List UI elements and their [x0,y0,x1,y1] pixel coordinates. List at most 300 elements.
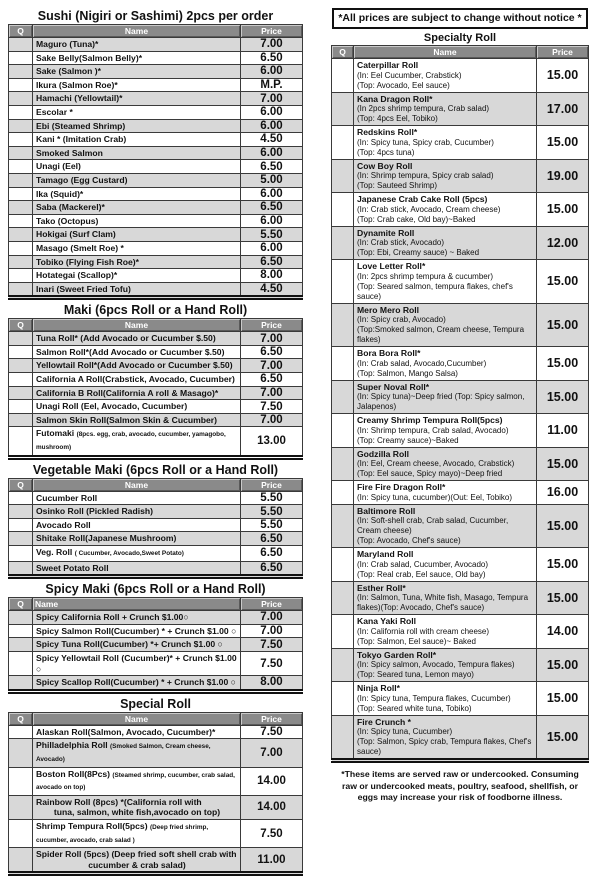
item-name-cell [33,269,241,283]
item-name: Smoked Salmon [36,147,103,158]
quantity-cell [9,638,33,652]
quantity-cell [332,380,354,414]
menu-item-row [332,414,589,448]
quantity-cell [332,414,354,448]
item-price: 5.00 [241,173,303,187]
item-description: (In: Crab stick, Avocado, Cream cheese) [357,204,501,214]
item-price: 11.00 [241,848,303,874]
item-price: 13.00 [241,427,303,457]
price-column-header: Price [537,46,589,59]
item-price: 14.00 [241,767,303,795]
menu-section-title: Sushi (Nigiri or Sashimi) 2pcs per order [37,9,274,23]
table-header-row [9,712,303,725]
item-price: 15.00 [537,260,589,304]
table-header-row [332,46,589,59]
menu-section [8,9,303,300]
item-description: (Top:Smoked salmon, Cream cheese, Tempura flakes) [357,325,525,344]
menu-item-row [332,581,589,615]
menu-section [8,697,303,876]
quantity-cell [9,725,33,739]
menu-item-row [9,359,303,373]
item-name-cell [33,228,241,242]
item-name: Hamachi (Yellowtail)* [36,93,123,104]
item-price: 7.00 [241,92,303,106]
quantity-cell [9,269,33,283]
item-name-cell [33,795,241,819]
left-column [8,2,303,876]
item-name: Saba (Mackerel)* [36,202,105,213]
item-name: Futomaki [36,428,75,439]
menu-item-row [9,133,303,147]
menu-item-row [332,59,589,93]
menu-section-title: Spicy Maki (6pcs Roll or a Hand Roll) [45,582,266,597]
quantity-cell [332,615,354,649]
item-price: 8.00 [241,676,303,692]
item-name: Caterpillar Roll [357,60,419,70]
menu-item-row [9,400,303,414]
price-column-header: Price [241,598,303,611]
item-name-cell [33,187,241,201]
menu-section [8,582,303,694]
quantity-cell [332,92,354,126]
item-name: Ebi (Steamed Shrimp) [36,120,126,131]
item-name: Avocado Roll [36,519,91,530]
item-description: (Top: Salmon, Spicy crab, Tempura flakes, Chef's sauce) [357,737,532,756]
item-price: 7.00 [241,332,303,346]
quantity-cell [9,651,33,675]
item-name: Tobiko (Flying Fish Roe)* [36,256,139,267]
item-price: 5.50 [241,228,303,242]
item-name-cell [33,651,241,675]
menu-item-row [9,38,303,52]
menu-item-row [9,767,303,795]
quantity-cell [9,51,33,65]
item-description: (Top: Salmon, Eel sauce)~ Baked [357,636,476,646]
item-price: 7.50 [241,638,303,652]
menu-section-title: Specialty Roll [423,32,497,44]
item-price: 6.00 [241,187,303,201]
quantity-cell [9,92,33,106]
menu-table [8,478,303,580]
menu-item-row [9,105,303,119]
item-name-cell [33,146,241,160]
menu-item-row [332,260,589,304]
quantity-cell [332,581,354,615]
item-price: 11.00 [537,414,589,448]
item-name-cell [33,133,241,147]
price-column-header: Price [241,478,303,491]
menu-item-row [9,518,303,532]
item-name-cell [33,725,241,739]
item-description: (Top: 4pcs tuna) [357,147,415,157]
item-price: 6.50 [241,51,303,65]
item-description: (In: 2pcs shrimp tempura & cucumber) [357,271,494,281]
item-price: 15.00 [537,504,589,548]
menu-item-row [9,386,303,400]
menu-table [8,24,303,300]
item-description: (In 2pcs shrimp tempura, Crab salad) [357,104,490,113]
item-description: (In: Crab salad, Avocado,Cucumber) [357,358,487,368]
quantity-cell [9,160,33,174]
item-name-cell [33,624,241,638]
item-name-cell [354,226,537,260]
menu-item-row [9,638,303,652]
item-name: Unagi (Eel) [36,161,81,172]
item-name: Shrimp Tempura Roll(5pcs) [36,820,148,831]
item-description: (Deep fried shrimp, cucumber, avocado, crab salad ) [36,823,209,844]
item-description: (Top: Eel sauce, Spicy mayo)~Deep fried [357,469,503,478]
item-name-cell [33,386,241,400]
quantity-cell [332,715,354,761]
item-price: 7.50 [241,651,303,675]
item-name-cell [33,638,241,652]
quantity-column-header: Q [332,46,354,59]
quantity-column-header: Q [9,478,33,491]
item-name-cell [354,615,537,649]
item-name-cell [33,105,241,119]
menu-item-row [332,159,589,193]
item-price: 7.00 [241,38,303,52]
menu-table [331,45,589,763]
quantity-cell [9,491,33,505]
item-name-cell [33,532,241,546]
table-header-row [9,25,303,38]
item-price: 6.50 [241,373,303,387]
quantity-cell [9,795,33,819]
item-description: (Top: Seared salmon, tempura flakes, chef's sauce) [357,281,513,301]
item-price: 15.00 [537,682,589,716]
quantity-cell [9,532,33,546]
quantity-cell [9,413,33,427]
item-name-cell [33,201,241,215]
item-name: Cucumber Roll [36,492,98,503]
item-name-cell [354,193,537,227]
menu-item-row [9,651,303,675]
item-price: 14.00 [241,795,303,819]
item-name: Japanese Crab Cake Roll (5pcs) [357,194,488,204]
item-name: Escolar * [36,106,73,117]
item-price: 8.00 [241,269,303,283]
item-name-cell [33,282,241,298]
item-price: 15.00 [537,715,589,761]
item-name: Creamy Shrimp Tempura Roll(5pcs) [357,415,503,425]
item-price: 6.50 [241,532,303,546]
item-price: 17.00 [537,92,589,126]
quantity-cell [9,561,33,577]
item-name: Cow Boy Roll [357,160,413,171]
item-description: (Top: Avocado, Eel sauce) [357,80,450,90]
item-price: 15.00 [537,380,589,414]
price-column-header: Price [241,25,303,38]
quantity-cell [9,386,33,400]
item-name: Spicy Scallop Roll(Cucumber) * + Crunch $1.00 ○ [36,677,236,688]
item-name: Bora Bora Roll* [357,348,421,358]
quantity-cell [332,260,354,304]
item-name: California B Roll(California A roll & Masago)* [36,387,219,398]
item-name: Sweet Potato Roll [36,562,109,573]
item-price: 4.50 [241,133,303,147]
price-column-header: Price [241,712,303,725]
item-name-cell [33,491,241,505]
item-name-cell [33,51,241,65]
item-description: (Top: Seared white tuna, Tobiko) [357,703,472,713]
item-name-cell [33,676,241,692]
menu-item-row [332,226,589,260]
menu-item-row [9,282,303,298]
item-name-cell [33,119,241,133]
item-name: Ikura (Salmon Roe)* [36,79,118,90]
menu-item-row [9,255,303,269]
item-name-cell [33,561,241,577]
menu-item-row [9,427,303,457]
item-price: 15.00 [537,193,589,227]
menu-item-row [9,65,303,79]
quantity-cell [9,65,33,79]
quantity-cell [9,255,33,269]
item-description: (In: Salmon, Tuna, White fish, Masago, Tempura flakes)(Top: Avocado, Chef's sauce) [357,593,529,612]
item-description: (In: Spicy tuna, Tempura flakes, Cucumber) [357,693,511,703]
item-name: Philladelphia Roll [36,740,108,751]
quantity-cell [9,78,33,92]
menu-item-row [332,615,589,649]
menu-item-row [9,739,303,767]
item-description: (In: Crab stick, Avocado) [357,238,444,247]
item-price: 15.00 [537,581,589,615]
item-name-cell [354,447,537,481]
item-name: Spicy California Roll + Crunch $1.00○ [36,612,189,623]
menu-item-row [9,546,303,562]
menu-item-row [9,345,303,359]
item-description: (In: Crab salad, Cucumber, Avocado) [357,559,489,569]
item-name: Tokyo Garden Roll* [357,649,437,660]
menu-item-row [9,228,303,242]
item-name: Hotategai (Scallop)* [36,270,118,281]
menu-item-row [9,119,303,133]
item-name: Veg. Roll [36,547,73,557]
item-description: (In: Spicy tuna, Cucumber) [357,727,453,736]
item-description: (8pcs. egg, crab, avocado, cucumber, yamagobo, mushroom) [36,431,226,452]
specialty-column-tables [331,32,589,763]
item-price: 6.50 [241,201,303,215]
quantity-cell [9,282,33,298]
quantity-cell [9,611,33,625]
item-name-cell [33,413,241,427]
item-price: 15.00 [537,347,589,381]
item-price: 7.00 [241,624,303,638]
menu-item-row [9,160,303,174]
item-description: (Top: Seared tuna, Lemon mayo) [357,670,474,679]
item-price: 6.50 [241,255,303,269]
item-name-cell [354,414,537,448]
quantity-cell [9,119,33,133]
footer-note: *These items are served raw or undercooked. Consuming raw or undercooked meats, poultry, seafood, shellfish, or eggs may increase your risk of foodborne illness. [341,769,579,802]
quantity-cell [9,187,33,201]
quantity-cell [9,546,33,562]
item-name: Osinko Roll (Pickled Radish) [36,506,153,517]
item-name-cell [354,59,537,93]
quantity-cell [9,359,33,373]
item-description: (Top: Salmon, Mango Salsa) [357,368,458,378]
name-column-header: Name [33,319,241,332]
quantity-cell [9,848,33,874]
item-price: 5.50 [241,505,303,519]
menu-item-row [9,505,303,519]
menu-item-row [332,126,589,160]
item-price: 6.00 [241,119,303,133]
menu-item-row [9,848,303,874]
menu-item-row [9,187,303,201]
quantity-column-header: Q [9,598,33,611]
item-name: Tuna Roll* (Add Avocado or Cucumber $.50) [36,333,216,344]
menu-table [8,318,303,459]
item-price: 14.00 [537,615,589,649]
item-name: Baltimore Roll [357,505,416,516]
item-description: (In: Spicy crab, Avocado) [357,315,446,324]
quantity-cell [9,332,33,346]
table-header-row [9,319,303,332]
quantity-cell [9,241,33,255]
item-price: 15.00 [537,648,589,682]
item-price: 19.00 [537,159,589,193]
menu-item-row [9,92,303,106]
quantity-cell [332,648,354,682]
quantity-cell [9,819,33,847]
item-name-cell [33,332,241,346]
item-price: 4.50 [241,282,303,298]
item-price: 12.00 [537,226,589,260]
menu-item-row [332,380,589,414]
item-price: 6.50 [241,546,303,562]
item-name-cell [33,78,241,92]
item-name: Hokigai (Surf Clam) [36,229,116,240]
menu-item-row [9,532,303,546]
menu-item-row [332,303,589,347]
item-name-cell [33,173,241,187]
item-name: Boston Roll(8Pcs) [36,768,111,779]
item-price: 15.00 [537,303,589,347]
menu-item-row [332,447,589,481]
item-price: 15.00 [537,126,589,160]
menu-item-row [9,146,303,160]
menu-item-row [9,214,303,228]
item-name: Dynamite Roll [357,227,415,238]
item-name: Yellowtail Roll*(Add Avocado or Cucumber $.50) [36,360,233,371]
quantity-cell [9,767,33,795]
quantity-cell [9,505,33,519]
item-description: (In: Shrimp tempura, Crab salad, Avocado) [357,425,509,435]
menu-section [8,303,303,459]
item-description: (In: Spicy salmon, Avocado, Tempura flakes) [357,660,515,669]
quantity-column-header: Q [9,712,33,725]
quantity-cell [332,226,354,260]
item-name-cell [33,160,241,174]
table-header-row [9,478,303,491]
item-description: (Top: Creamy sauce)~Baked [357,435,459,445]
quantity-cell [332,447,354,481]
item-name: Love Letter Roll* [357,261,426,271]
item-name: Tamago (Egg Custard) [36,174,128,185]
menu-item-row [9,611,303,625]
item-price: 6.50 [241,561,303,577]
item-price: 7.50 [241,819,303,847]
quantity-cell [9,201,33,215]
menu-item-row [9,269,303,283]
quantity-cell [332,548,354,582]
item-name-cell [33,359,241,373]
menu-section [8,463,303,580]
menu-table [8,712,303,876]
quantity-cell [9,676,33,692]
item-description: (Top: Crab cake, Old bay)~Baked [357,214,476,224]
item-name-cell [33,739,241,767]
menu-item-row [9,491,303,505]
item-name: Tako (Octopus) [36,215,99,226]
item-name-line2: cucumber & crab salad) [88,859,186,870]
item-price: 7.00 [241,386,303,400]
name-column-header: Name [354,46,537,59]
item-description: (In: Spicy tuna, cucumber)(Out: Eel, Tobiko) [357,492,513,502]
item-name: Salmon Skin Roll(Salmon Skin & Cucumber) [36,414,217,425]
notice-banner: *All prices are subject to change without notice * [332,8,588,29]
item-name: Masago (Smelt Roe) * [36,242,124,253]
quantity-cell [9,427,33,457]
item-name: Godzilla Roll [357,448,410,459]
menu-item-row [9,624,303,638]
item-name: Salmon Roll*(Add Avocado or Cucumber $.50) [36,346,225,357]
quantity-column-header: Q [9,25,33,38]
menu-item-row [9,676,303,692]
item-name-cell [33,611,241,625]
item-name: Spicy Tuna Roll(Cucumber) *+ Crunch $1.00 ○ [36,639,223,650]
item-name-cell [354,648,537,682]
item-description: (In: Spicy tuna, Spicy crab, Cucumber) [357,137,494,147]
item-name: Maryland Roll [357,549,414,559]
item-name: Esther Roll* [357,582,406,593]
item-name-cell [354,92,537,126]
item-name-cell [33,214,241,228]
item-price: M.P. [241,78,303,92]
quantity-cell [9,739,33,767]
item-price: 6.00 [241,214,303,228]
item-name-cell [33,518,241,532]
item-name: Unagi Roll (Eel, Avocado, Cucumber) [36,401,188,412]
item-name-cell [354,481,537,505]
menu-item-row [9,241,303,255]
item-description: ( Cucumber, Avocado,Sweet Potato) [74,550,184,557]
item-name-cell [33,255,241,269]
name-column-header: Name [33,598,241,611]
item-description: (Steamed shrimp, cucumber, crab salad, avocado on top) [36,771,235,792]
item-name: Spicy Yellowtail Roll (Cucumber)* + Crunch $1.00 ○ [36,652,237,674]
item-price: 6.00 [241,105,303,119]
item-description: (In: Soft-shell crab, Crab salad, Cucumber, Cream cheese) [357,516,509,535]
quantity-column-header: Q [9,319,33,332]
item-name-cell [354,715,537,761]
quantity-cell [9,214,33,228]
item-price: 7.50 [241,725,303,739]
item-name: California A Roll(Crabstick, Avocado, Cucumber) [36,374,235,385]
menu-item-row [9,413,303,427]
item-name: Fire Crunch * [357,716,411,727]
quantity-cell [332,159,354,193]
item-name: Maguro (Tuna)* [36,39,99,49]
item-name-line2: tuna, salmon, white fish,avocado on top) [53,807,221,818]
menu-section-title: Special Roll [120,696,191,711]
item-name-cell [33,345,241,359]
item-description: (In: California roll with cream cheese) [357,626,490,636]
item-name: Kana Yaki Roll [357,616,417,626]
quantity-cell [9,518,33,532]
